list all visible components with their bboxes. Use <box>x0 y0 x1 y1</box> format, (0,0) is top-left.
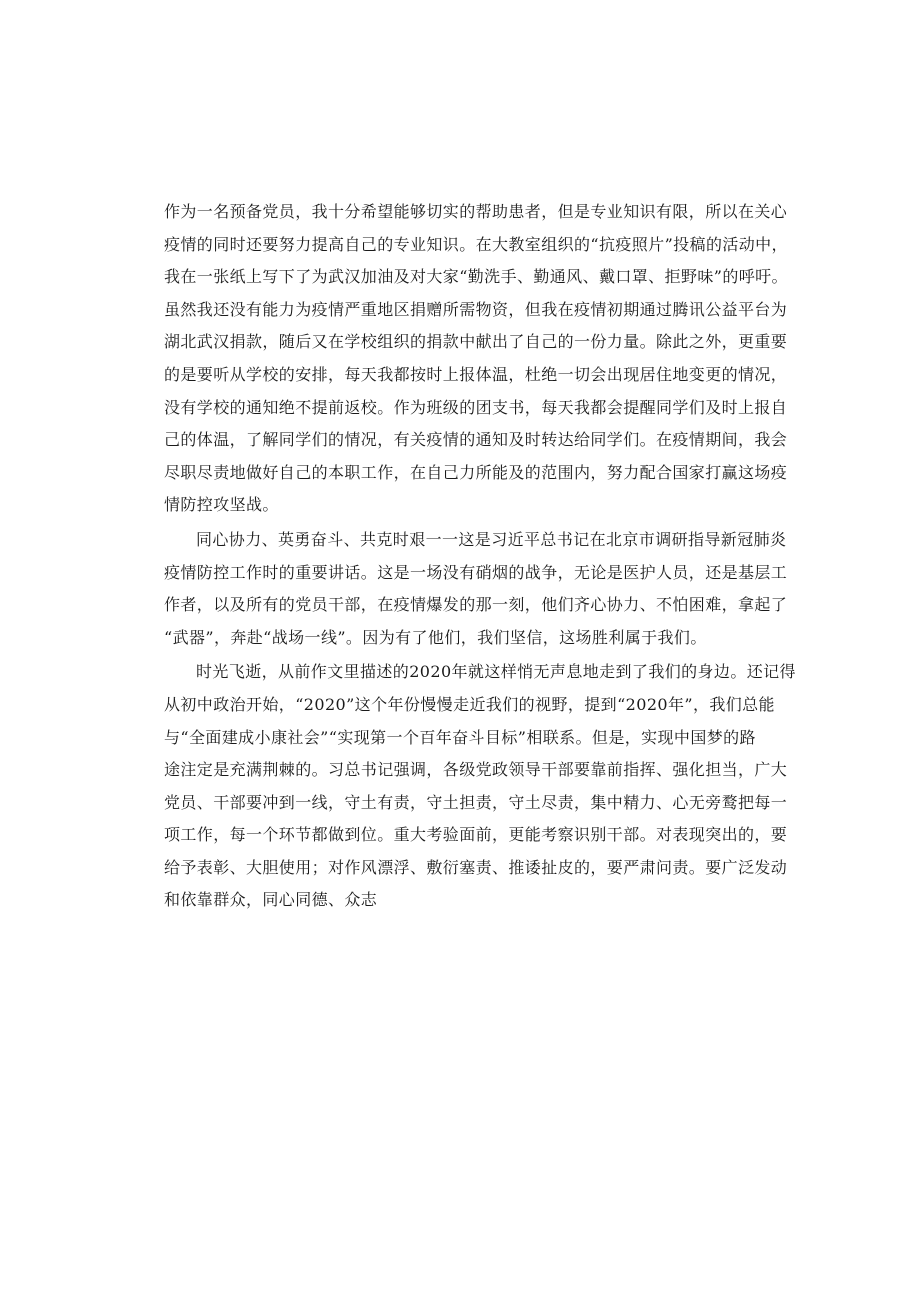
paragraph-line: 给予表彰、大胆使用；对作风漂浮、敷衍塞责、推诿扯皮的，要严肃问责。要广泛发动 <box>164 857 788 877</box>
paragraph-line: 同心协力、英勇奋斗、共克时艰一一这是习近平总书记在北京市调研指导新冠肺炎 <box>196 529 787 549</box>
paragraph-line: 项工作，每一个环节都做到位。重大考验面前，更能考察识别干部。对表现突出的，要 <box>164 825 788 845</box>
paragraph-line: 途注定是充满荆棘的。习总书记强调，各级党政领导干部要靠前指挥、强化担当，广大 <box>164 760 788 780</box>
paragraph-line: 疫情防控工作时的重要讲话。这是一场没有硝烟的战争，无论是医护人员，还是基层工 <box>164 562 788 582</box>
paragraph-line: 湖北武汉捐款，随后又在学校组织的捐款中献出了自己的一份力量。除此之外，更重要 <box>164 332 788 352</box>
paragraph-line: 从初中政治开始，“2020”这个年份慢慢走近我们的视野，提到“2020年”，我们总能 <box>164 694 775 714</box>
paragraph-line: 与“全面建成小康社会”“实现第一个百年奋斗目标”相联系。但是，实现中国梦的路 <box>164 727 756 747</box>
paragraph-line: 的是要听从学校的安排，每天我都按时上报体温，杜绝一切会出现居住地变更的情况， <box>164 364 788 384</box>
paragraph-line: 和依靠群众，同心同德、众志 <box>164 890 378 910</box>
paragraph-line: 时光飞逝，从前作文里描述的2020年就这样悄无声息地走到了我们的身边。还记得 <box>196 662 796 682</box>
paragraph-line: 情防控攻坚战。 <box>164 495 279 515</box>
paragraph-line: 尽职尽责地做好自己的本职工作，在自己力所能及的范围内，努力配合国家打赢这场疫 <box>164 462 788 482</box>
paragraph-line: 作为一名预备党员，我十分希望能够切实的帮助患者，但是专业知识有限，所以在关心 <box>164 202 788 221</box>
paragraph-line: 疫情的同时还要努力提高自己的专业知识。在大教室组织的“抗疫照片”投稿的活动中， <box>164 234 788 254</box>
document-body <box>164 196 796 917</box>
paragraph-line: 己的体温，了解同学们的情况，有关疫情的通知及时转达给同学们。在疫情期间，我会 <box>164 430 788 450</box>
paragraph-line: “武器”，奔赴“战场一线”。因为有了他们，我们坚信，这场胜利属于我们。 <box>164 627 707 647</box>
paragraph-line: 我在一张纸上写下了为武汉加油及对大家“勤洗手、勤通风、戴口罩、拒野味”的呼吁。 <box>164 267 788 287</box>
paragraph-line: 作者，以及所有的党员干部，在疫情爆发的那一刻，他们齐心协力、不怕困难，拿起了 <box>164 595 788 615</box>
paragraph-line: 党员、干部要冲到一线，守土有责，守土担责，守土尽责，集中精力、心无旁鹜把每一 <box>164 792 788 812</box>
paragraph-line: 虽然我还没有能力为疫情严重地区捐赠所需物资，但我在疫情初期通过腾讯公益平台为 <box>164 299 788 319</box>
paragraph-1 <box>164 196 788 522</box>
paragraph-line: 没有学校的通知绝不提前返校。作为班级的团支书，每天我都会提醒同学们及时上报自 <box>164 397 788 417</box>
paragraph-3 <box>164 656 796 917</box>
paragraph-2 <box>164 524 788 654</box>
